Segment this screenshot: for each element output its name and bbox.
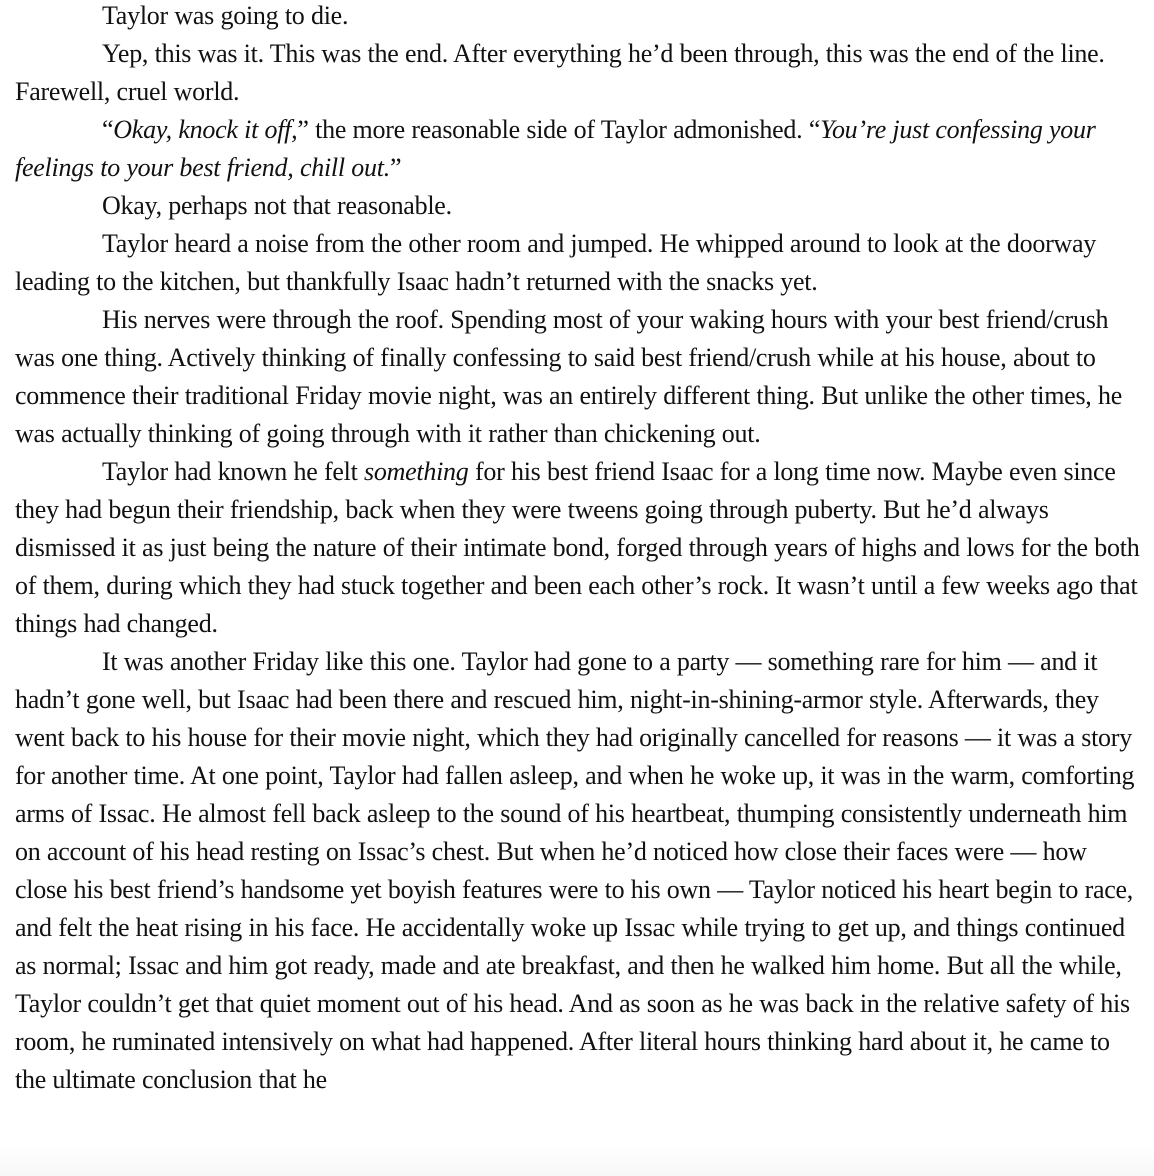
paragraph-text: Taylor heard a noise from the other room and jumped. He whipped around to look at the doorway leading to the kitchen, but thankfully Isaac hadn’t returned with the snacks yet. xyxy=(15,229,1097,296)
paragraph xyxy=(15,111,1141,187)
paragraph xyxy=(15,453,1141,643)
paragraph-text: Yep, this was it. This was the end. After everything he’d been through, this was the end of the line. Farewell, cruel world. xyxy=(15,39,1105,106)
document-body xyxy=(15,0,1141,1099)
paragraph-text: His nerves were through the roof. Spending most of your waking hours with your best friend/crush was one thing. Actively thinking of finally confessing to said best friend/crush while at his house, about to commence their traditional Friday movie night, was an entirely different thing. But unlike the other times, he was actually thinking of going through with it rather than chickening out. xyxy=(15,305,1122,448)
paragraph-text: ” xyxy=(389,153,402,182)
paragraph-text: Taylor was going to die. xyxy=(102,1,349,30)
paragraph xyxy=(15,0,1141,35)
paragraph-text: for his best friend Isaac for a long time now. Maybe even since they had begun their friendship, back when they were tweens going through puberty. But he’d always dismissed it as just being the nature of their intimate bond, forged through years of highs and lows for the both of them, during which they had stuck together and been each other’s rock. It wasn’t until a few weeks ago that things had changed. xyxy=(15,457,1140,638)
paragraph xyxy=(15,301,1141,453)
paragraph-text: “ xyxy=(102,115,114,144)
italic-text: You’re just confessing your feelings to your best friend, chill out. xyxy=(15,115,1096,182)
paragraph-text: Taylor had known he felt xyxy=(102,457,364,486)
italic-text: something xyxy=(364,457,469,486)
bottom-fade xyxy=(0,1146,1154,1176)
paragraph xyxy=(15,643,1141,1099)
paragraph-text: It was another Friday like this one. Taylor had gone to a party — something rare for him — and it hadn’t gone well, but Isaac had been there and rescued him, night-in-shining-armor style. Afterwards, they went back to his house for their movie night, which they had originally cancelled for reasons — it was a story for another time. At one point, Taylor had fallen asleep, and when he woke up, it was in the warm, comforting arms of Issac. He almost fell back asleep to the sound of his heartbeat, thumping consistently underneath him on account of his head resting on Issac’s chest. But when he’d noticed how close their faces were — how close his best friend’s handsome yet boyish features were to his own — Taylor noticed his heart begin to race, and felt the heat rising in his face. He accidentally woke up Issac while trying to get up, and things continued as normal; Issac and him got ready, made and ate breakfast, and then he walked him home. But all the while, Taylor couldn’t get that quiet moment out of his head. And as soon as he was back in the relative safety of his room, he ruminated intensively on what had happened. After literal hours thinking hard about it, he came to the ultimate conclusion that he xyxy=(15,647,1135,1094)
italic-text: Okay, knock it off, xyxy=(113,115,298,144)
paragraph xyxy=(15,187,1141,225)
paragraph-text: ” the more reasonable side of Taylor admonished. “ xyxy=(297,115,821,144)
paragraph xyxy=(15,35,1141,111)
paragraph xyxy=(15,225,1141,301)
paragraph-text: Okay, perhaps not that reasonable. xyxy=(102,191,452,220)
